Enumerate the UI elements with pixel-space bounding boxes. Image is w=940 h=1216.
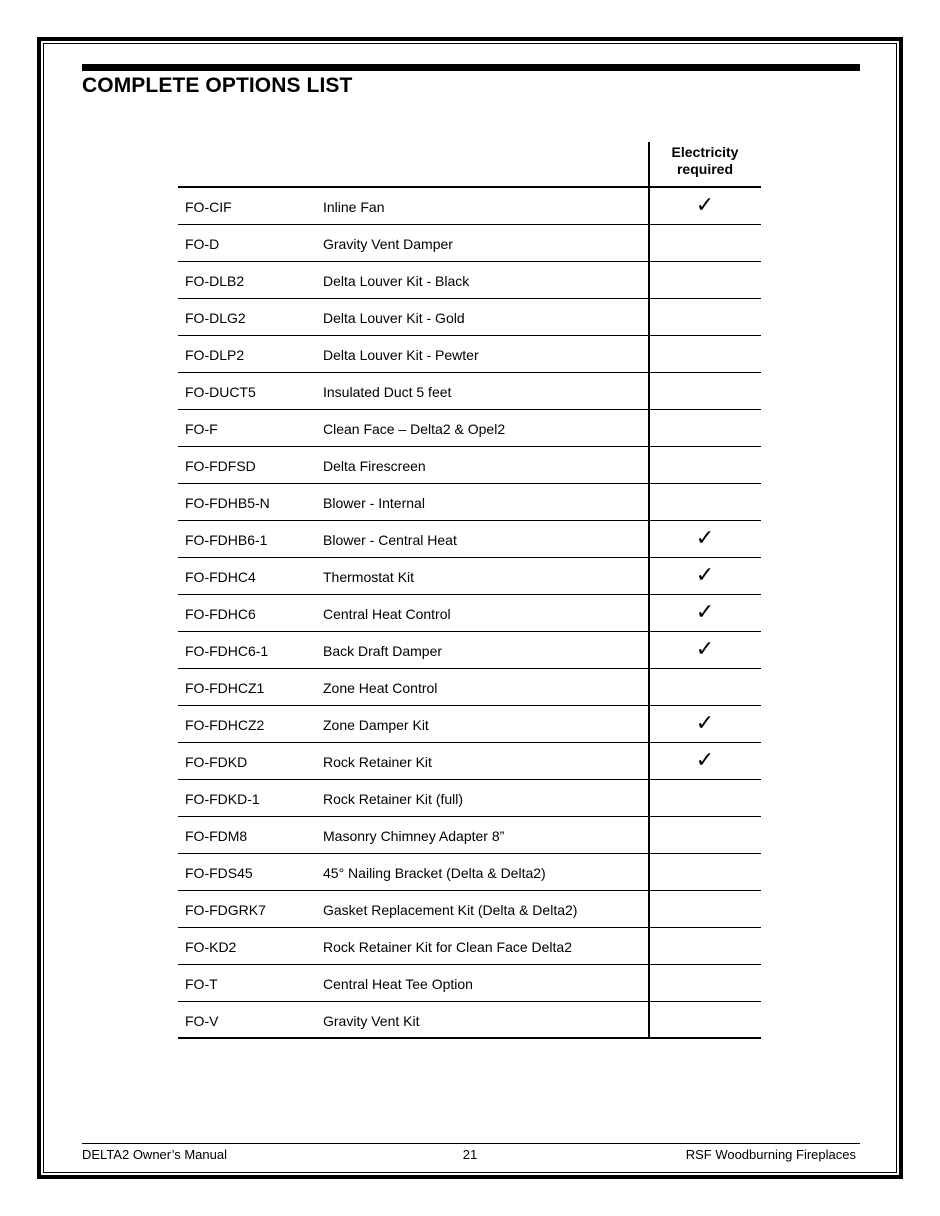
table-row <box>178 669 761 706</box>
option-description: Inline Fan <box>323 199 385 215</box>
table-row <box>178 780 761 817</box>
option-code: FO-FDHC4 <box>185 569 256 585</box>
option-description: Blower - Internal <box>323 495 425 511</box>
option-code: FO-T <box>185 976 218 992</box>
option-description: Central Heat Tee Option <box>323 976 473 992</box>
option-description: Delta Louver Kit - Gold <box>323 310 465 326</box>
option-description: Zone Damper Kit <box>323 717 429 733</box>
table-row <box>178 336 761 373</box>
footer-page-number: 21 <box>462 1147 478 1162</box>
checkmark-icon: ✓ <box>695 526 715 551</box>
option-code: FO-FDHCZ1 <box>185 680 265 696</box>
table-row <box>178 484 761 521</box>
option-code: FO-KD2 <box>185 939 237 955</box>
footer-manual-title: DELTA2 Owner’s Manual <box>82 1147 227 1162</box>
option-description: Masonry Chimney Adapter 8” <box>323 828 505 844</box>
option-description: Delta Firescreen <box>323 458 426 474</box>
option-description: Rock Retainer Kit (full) <box>323 791 464 807</box>
checkmark-icon: ✓ <box>695 711 715 736</box>
option-code: FO-FDHC6-1 <box>185 643 269 659</box>
checkmark-icon: ✓ <box>695 748 715 773</box>
table-row <box>178 706 761 743</box>
table-row <box>178 1002 761 1039</box>
table-row <box>178 632 761 669</box>
option-description: Central Heat Control <box>323 606 451 622</box>
option-code: FO-FDM8 <box>185 828 248 844</box>
option-description: Thermostat Kit <box>323 569 415 585</box>
option-code: FO-FDHCZ2 <box>185 717 265 733</box>
option-code: FO-F <box>185 421 218 437</box>
table-row <box>178 743 761 780</box>
option-code: FO-FDKD <box>185 754 248 770</box>
option-description: Gasket Replacement Kit (Delta & Delta2) <box>323 902 578 918</box>
table-row <box>178 891 761 928</box>
option-description: Clean Face – Delta2 & Opel2 <box>323 421 506 437</box>
option-code: FO-D <box>185 236 220 252</box>
checkmark-icon: ✓ <box>695 637 715 662</box>
table-row <box>178 521 761 558</box>
option-code: FO-FDHB6-1 <box>185 532 268 548</box>
option-description: Rock Retainer Kit for Clean Face Delta2 <box>323 939 572 955</box>
footer-rule <box>82 1143 860 1144</box>
page-title: COMPLETE OPTIONS LIST <box>82 74 353 97</box>
table-row <box>178 854 761 891</box>
table-row <box>178 373 761 410</box>
option-description: Rock Retainer Kit <box>323 754 432 770</box>
option-description: Zone Heat Control <box>323 680 438 696</box>
table-row <box>178 595 761 632</box>
options-table <box>178 188 761 1039</box>
option-description: 45° Nailing Bracket (Delta & Delta2) <box>323 865 546 881</box>
option-code: FO-FDHC6 <box>185 606 256 622</box>
table-row <box>178 965 761 1002</box>
table-row <box>178 558 761 595</box>
checkmark-icon: ✓ <box>695 193 715 218</box>
option-description: Back Draft Damper <box>323 643 443 659</box>
table-row <box>178 928 761 965</box>
option-description: Blower - Central Heat <box>323 532 457 548</box>
option-description: Gravity Vent Kit <box>323 1013 420 1029</box>
option-description: Insulated Duct 5 feet <box>323 384 452 400</box>
electricity-column-header: Electricity required <box>671 144 739 177</box>
checkmark-icon: ✓ <box>695 563 715 588</box>
title-rule <box>82 64 860 71</box>
table-row <box>178 188 761 225</box>
option-description: Delta Louver Kit - Black <box>323 273 470 289</box>
option-description: Gravity Vent Damper <box>323 236 453 252</box>
option-code: FO-CIF <box>185 199 232 215</box>
table-row <box>178 262 761 299</box>
option-code: FO-DLB2 <box>185 273 245 289</box>
table-row <box>178 299 761 336</box>
option-code: FO-DLP2 <box>185 347 245 363</box>
option-code: FO-FDFSD <box>185 458 256 474</box>
table-row <box>178 225 761 262</box>
option-code: FO-DUCT5 <box>185 384 256 400</box>
option-code: FO-V <box>185 1013 219 1029</box>
option-code: FO-FDKD-1 <box>185 791 260 807</box>
table-row <box>178 447 761 484</box>
option-description: Delta Louver Kit - Pewter <box>323 347 479 363</box>
table-row <box>178 817 761 854</box>
option-code: FO-FDHB5-N <box>185 495 270 511</box>
option-code: FO-DLG2 <box>185 310 246 326</box>
table-row <box>178 410 761 447</box>
checkmark-icon: ✓ <box>695 600 715 625</box>
footer-company: RSF Woodburning Fireplaces <box>685 1147 856 1162</box>
option-code: FO-FDS45 <box>185 865 253 881</box>
option-code: FO-FDGRK7 <box>185 902 266 918</box>
